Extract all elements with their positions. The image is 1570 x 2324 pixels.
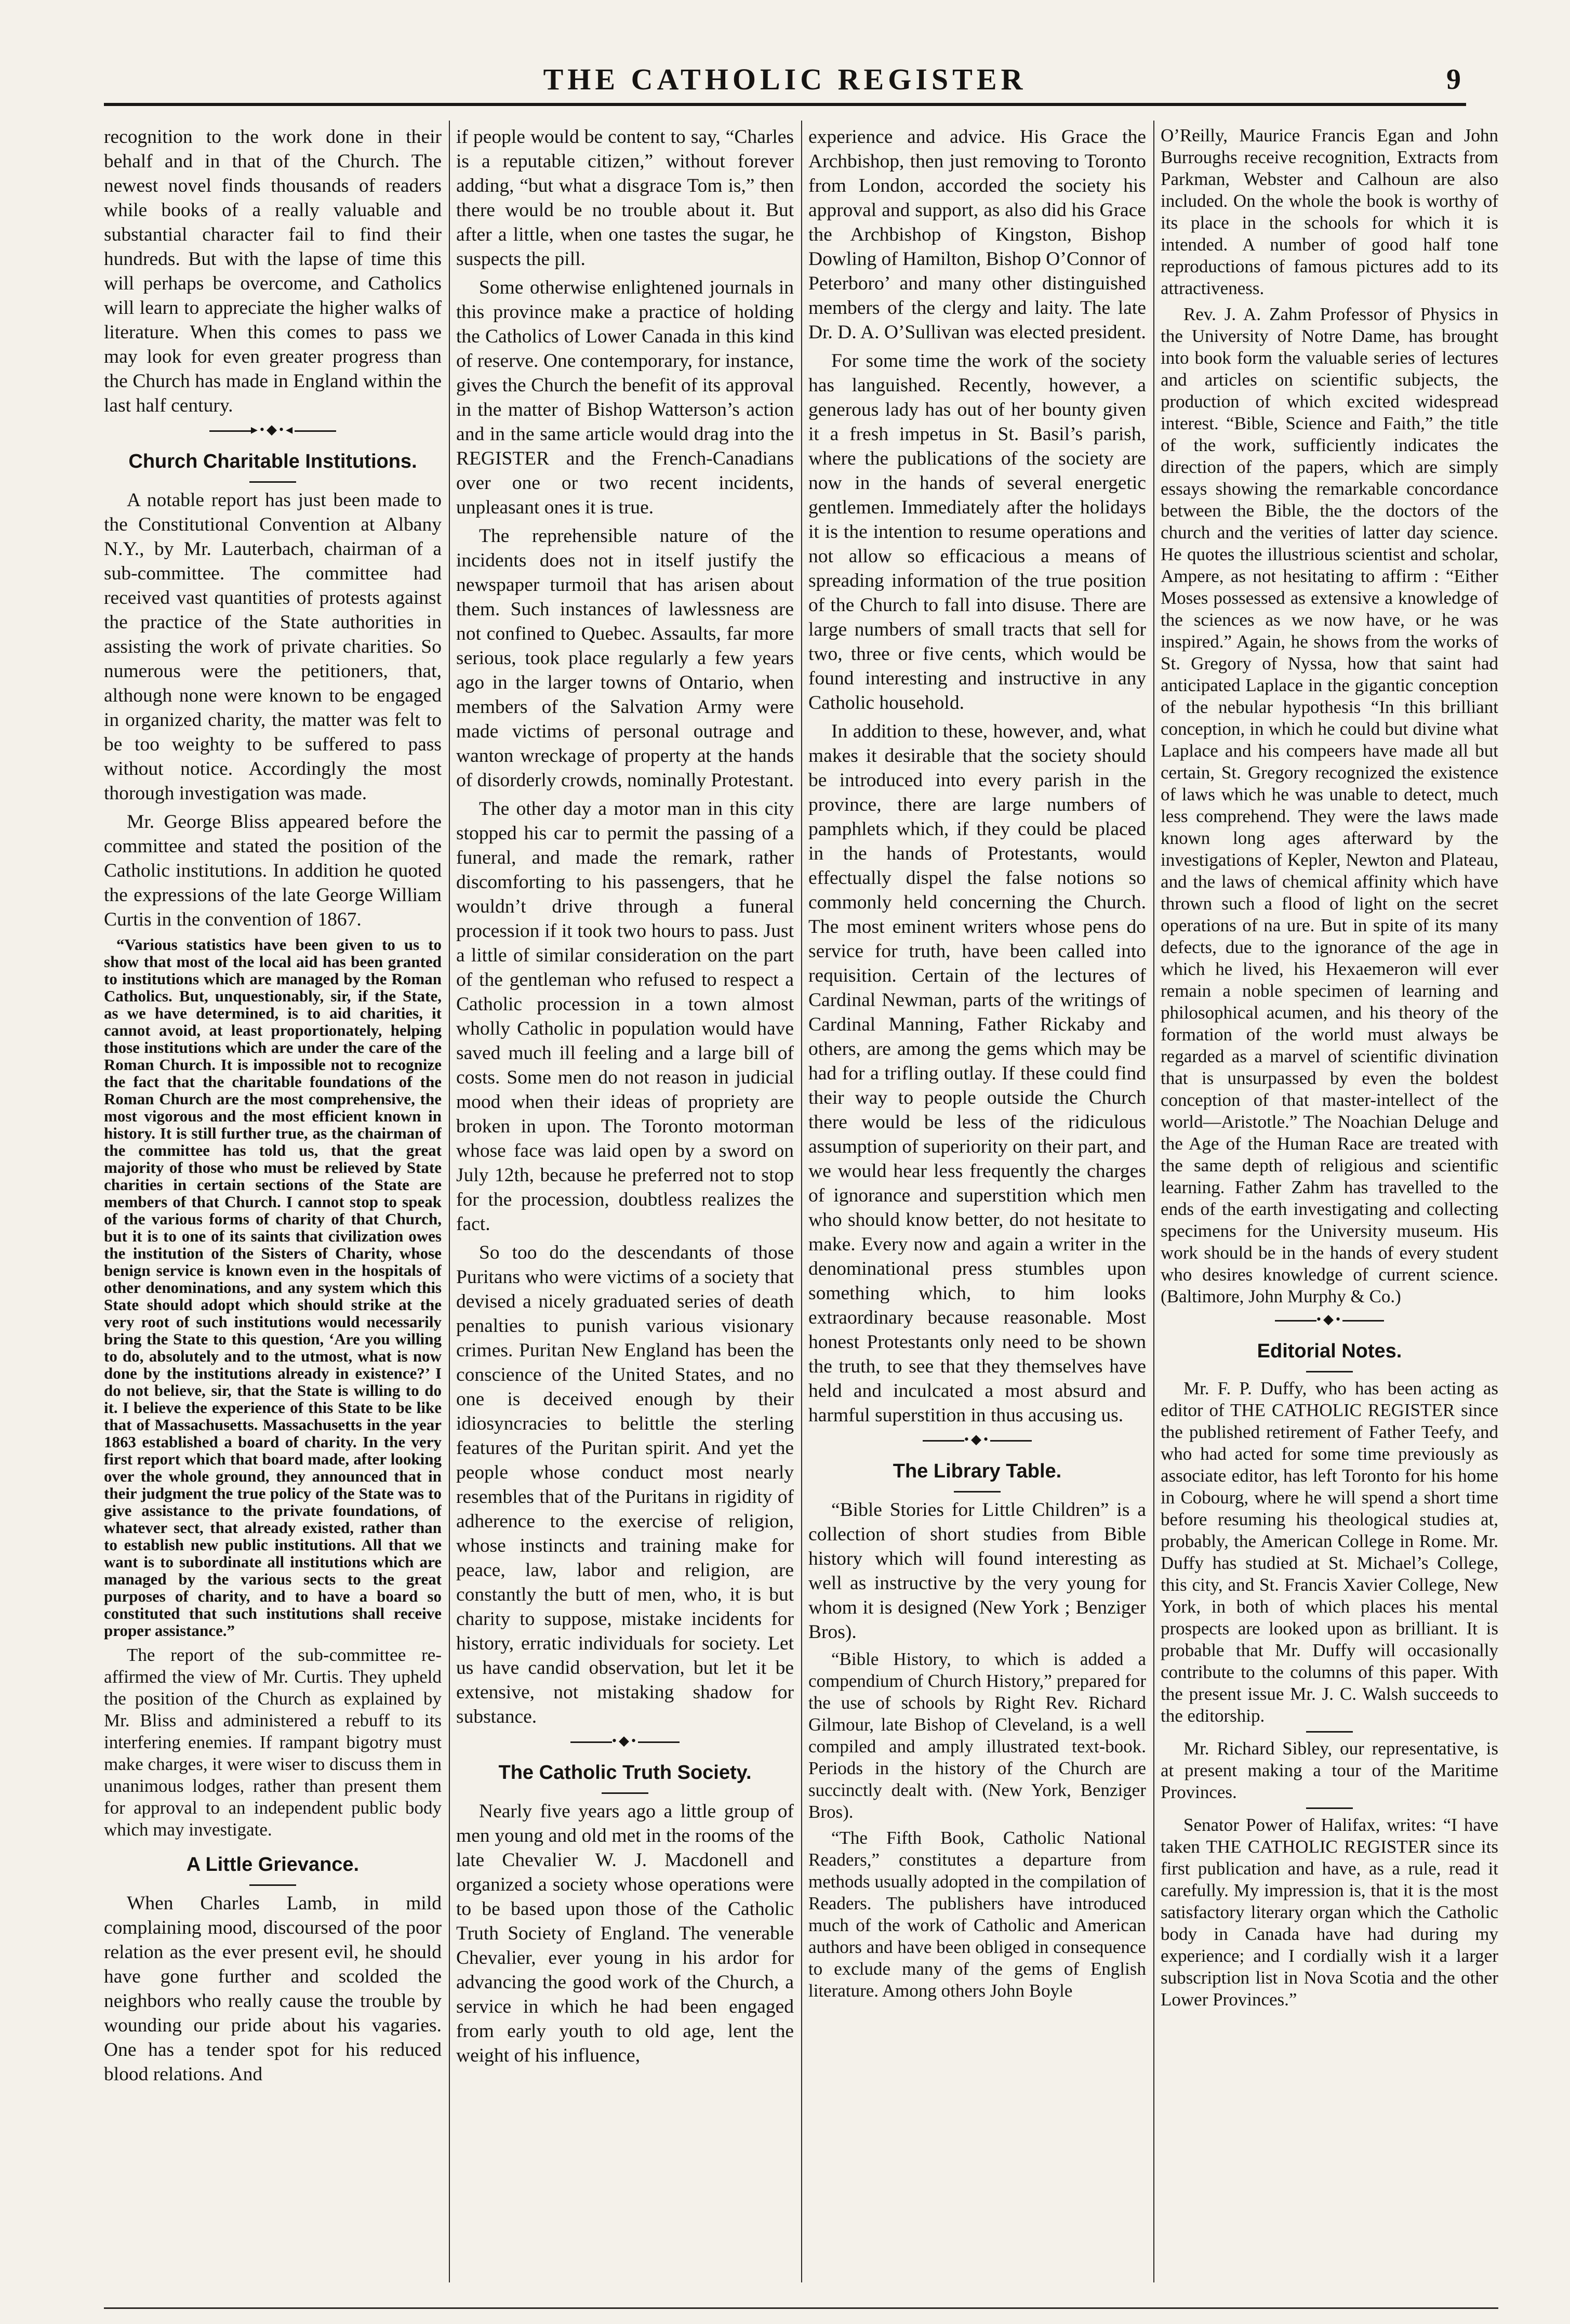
article-paragraph: “Bible History, to which is added a compendium of Church History,” prepared for the use of schools by Right Rev. Richard Gilmour, late Bishop of Cleveland, is a well compiled and amply illustrated text-book. Periods in the history of the Church are succinctly dealt with. (New York, Benziger Bros). [808, 1649, 1146, 1822]
article-paragraph: if people would be content to say, “Charles is a reputable citizen,” without forever adding, “but what a disgrace Tom is,” then there would be no trouble about it. But after a little, when one tastes the sugar, he suspects the pill. [456, 126, 794, 270]
article-paragraph: The report of the sub-committee re-affirmed the view of Mr. Curtis. They upheld the position of the Church as explained by Mr. Bliss and administered a rebuff to its interfering enemies. If rampant bigotry must make charges, it were wiser to discuss them in unanimous lodges, rather than present them for approval to an independent public body which may investigate. [104, 1645, 442, 1840]
section-heading-grievance: A Little Grievance. [186, 1854, 360, 1876]
article-paragraph: Senator Power of Halifax, writes: “I have taken THE CATHOLIC REGISTER since its first publication and have, as a rule, read it carefully. My impression is, that it is the most satisfactory literary organ which the Catholic body in Canada have had during my experience; and I cordially wish it a larger subscription list in Nova Scotia and the other Lower Provinces.” [1161, 1815, 1498, 2010]
column-3 [808, 125, 1146, 2281]
column-rule [1153, 121, 1154, 2282]
section-heading-editorial: Editorial Notes. [1257, 1340, 1402, 1362]
article-paragraph: “Bible Stories for Little Children” is a collection of short studies from Bible history which will found interesting as well as instructive by the very young for whom it is designed (New York ; Benziger Bros). [808, 1499, 1146, 1643]
article-paragraph: So too do the descendants of those Puritans who were victims of a society that devised a nicely graduated series of death penalties to punish various visionary crimes. Puritan New England has been the conscience of the United States, and no one is deceived enough by their idiosyncracies to belittle the sterling features of the Puritan spirit. And yet the people whose conduct most nearly resembles that of the Puritans in rigidity of adherence to the exercise of religion, whose instincts and training make for peace, law, labor and religion, are constantly the butt of men, who, it is but charity to suppose, mistake incidents for history, erratic individuals for society. Let us have candid observation, but let it be extensive, not mistaking shadow for substance. [456, 1242, 794, 1727]
heading-rule [954, 1491, 1001, 1493]
article-paragraph: A notable report has just been made to the Constitutional Convention at Albany N.Y., by Mr. Lauterbach, chairman of a sub-committee. The committee had received vast quantities of protests against the practice of the State authorities in assisting the work of private charities. So numerous were the petitioners, that, although none were known to be engaged in organized charity, the matter was felt to be too weighty to be suffered to pass without notice. Accordingly the most thorough investigation was made. [104, 490, 442, 804]
column-rule [801, 121, 802, 2282]
section-ornament: •◆• [456, 1733, 794, 1749]
article-paragraph: Mr. F. P. Duffy, who has been acting as editor of THE CATHOLIC REGISTER since the published retirement of Father Teefy, and who had acted for some time previously as associate editor, has left Toronto for his home in Cobourg, where he will spend a short time before resuming his theological studies at, probably, the American College in Rome. Mr. Duffy has studied at St. Michael’s College, this city, and St. Francis Xavier College, New York, in both of which places his mental prospects are looked upon as brilliant. It is probable that Mr. Duffy will occasionally contribute to the columns of this paper. With the present issue Mr. J. C. Walsh succeeds to the editorship. [1161, 1378, 1498, 1726]
column-rule [449, 121, 450, 2282]
paragraph-rule [1306, 1731, 1353, 1733]
article-paragraph: For some time the work of the society has languished. Recently, however, a generous lady has out of her bounty given it a fresh impetus in St. Basil’s parish, where the publications of the society are now in the hands of several energetic gentlemen. Immediately after the holidays it is the intention to resume operations and not allow so efficacious a means of spreading information of the true position of the Church to fall into disuse. There are large numbers of small tracts that sell for two, three or five cents, which would be found interesting and instructive in any Catholic household. [808, 350, 1146, 714]
block-quote: “Various statistics have been given to us to show that most of the local aid has been granted to institutions which are managed by the Roman Catholics. But, unquestionably, sir, if the State, as we have determined, is to aid charities, it cannot avoid, at least proportionately, helping those institutions which are under the care of the Roman Church. It is impossible not to recognize the fact that the charitable foundations of the Roman Church are the most comprehensive, the most vigorous and the most efficient known in history. It is still further true, as the chairman of the committee has told us, that the great majority of those who must be relieved by State charities in certain sections of the State are members of that Church. I cannot stop to speak of the various forms of charity of that Church, but it is to one of its saints that civilization owes the institution of the Sisters of Charity, whose benign service is known even in the hospitals of other denominations, and any system which this State should adopt which should strike at the very root of such institutions would necessarily bring the State to this question, ‘Are you willing to do, absolutely and to the utmost, what is now done by the institutions already in existence?’ I do not believe, sir, that the State is willing to do it. I believe the experience of this State to be like that of Massachusetts. Massachusetts in the year 1863 established a board of charity. In the very first report which that board made, after looking over the whole ground, they announced that in their judgment the true policy of the State was to give assistance to the private foundations, of whatever sect, that already existed, rather than to establish new public institutions. All that we want is to subordinate all institutions which are managed by the various sects to the great purposes of charity, and to have a board so constituted that such institutions shall receive proper assistance.” [104, 935, 442, 1640]
article-paragraph: The reprehensible nature of the incidents does not in itself justify the newspaper turmoil that has arisen about them. Such instances of lawlessness are not confined to Quebec. Assaults, far more serious, took place regularly a few years ago in the larger towns of Ontario, when members of the Salvation Army were made victims of personal outrage and wanton wreckage of property at the hands of disorderly crowds, nominally Protestant. [456, 525, 794, 791]
section-ornament: •◆• [1161, 1312, 1498, 1327]
article-paragraph: “The Fifth Book, Catholic National Readers,” constitutes a departure from methods usually adopted in the compilation of Readers. The publishers have introduced much of the work of Catholic and American authors and have been obliged in consequence to exclude many of the gems of English literature. Among others John Boyle [808, 1828, 1146, 2001]
article-paragraph: O’Reilly, Maurice Francis Egan and John Burroughs receive recognition, Extracts from Parkman, Webster and Calhoun are also included. On the whole the book is worthy of its place in the schools for which it is intended. A number of good half tone reproductions of famous pictures add to its attractiveness. [1161, 125, 1498, 298]
page-number: 9 [1446, 63, 1461, 96]
section-heading-charitable: Church Charitable Institutions. [128, 451, 417, 472]
article-paragraph: recognition to the work done in their behalf and in that of the Church. The newest novel finds thousands of readers while books of a really valuable and substantial character fail to find their hundreds. But with the lapse of time this will perhaps be overcome, and Catholics will learn to appreciate the higher walks of literature. When this comes to pass we may look for even greater progress than the Church has made in England within the last half century. [104, 126, 442, 416]
article-paragraph: Nearly five years ago a little group of men young and old met in the rooms of the late Chevalier W. J. Macdonell and organized a society whose operations were to be based upon those of the Catholic Truth Society of England. The venerable Chevalier, ever young in his ardor for advancing the good work of the Church, a service in which he had been engaged from early youth to old age, lent the weight of his influence, [456, 1801, 794, 2066]
article-paragraph: When Charles Lamb, in mild complaining mood, discoursed of the poor relation as the ever present evil, he should have gone further and scolded the neighbors who really cause the trouble by wounding our pride about his vagaries. One has a tender spot for his reduced blood relations. And [104, 1893, 442, 2085]
paragraph-rule [1306, 1807, 1353, 1809]
article-paragraph: Rev. J. A. Zahm Professor of Physics in the University of Notre Dame, has brought into book form the valuable series of lectures and articles on scientific subjects, the production of which excited widespread interest. “Bible, Science and Faith,” the title of the work, sufficiently indicates the direction of the papers, which are simply essays showing the remarkable concordance between the Bible, the the doctors of the church and the verities of latter day science. He quotes the illustrious scientist and scholar, Ampere, as not hesitating to affirm : “Either Moses possessed as extensive a knowledge of the sciences as we now have, or he was inspired.” Again, he shows from the works of St. Gregory of Nyssa, how that saint had anticipated Laplace in the gigantic conception of the nebular hypothesis “In this brilliant conception, in which he could but divine what Laplace and his compeers have made all but certain, St. Gregory recognized the existence of laws which he was unable to detect, much less comprehend. They were the laws made known long ages afterward by the investigations of Kepler, Newton and Plateau, and the laws of chemical affinity which have thrown such a flood of light on the secret operations of na ure. But in spite of its many defects, due to the ignorance of the age in which he lived, his Hexaemeron will ever remain a noble specimen of learning and philosophical acumen, and his theory of the formation of the world must always be regarded as a marvel of scientific divination that is unsurpassed by even the boldest conception of that master-intellect of the world—Aristotle.” The Noachian Deluge and the Age of the Human Race are treated with the same depth of religious and scientific learning. Father Zahm has travelled to the ends of the earth investigating and collecting specimens for the University museum. His work should be in the hands of every student who desires knowledge of current science. (Baltimore, John Murphy & Co.) [1161, 304, 1498, 1306]
column-2 [456, 125, 794, 2281]
article-paragraph: Mr. George Bliss appeared before the committee and stated the position of the Catholic institutions. In addition he quoted the expressions of the late George William Curtis in the convention of 1867. [104, 811, 442, 930]
article-paragraph: The other day a motor man in this city stopped his car to permit the passing of a funeral, and made the remark, rather discomforting to his passengers, that he wouldn’t drive through a funeral procession if it took two hours to pass. Just a little of similar consideration on the part of the gentleman who refused to respect a Catholic procession in a town almost wholly Catholic in population would have saved much ill feeling and a large bill of costs. Some men do not reason in judicial mood when their ideas of propriety are broken in upon. The Toronto motorman whose face was laid open by a sword on July 12th, because he preferred not to stop for the procession, doubtless realizes the fact. [456, 798, 794, 1235]
heading-rule [602, 1792, 648, 1794]
section-ornament: •◆• [808, 1432, 1146, 1447]
article-paragraph: experience and advice. His Grace the Archbishop, then just removing to Toronto from London, accorded the society his approval and support, as also did his Grace the Archbishop of Kingston, Bishop Dowling of Hamilton, Bishop O’Connor of Peterboro’ and many other distinguished members of the clergy and laity. The late Dr. D. A. O’Sullivan was elected president. [808, 126, 1146, 343]
bottom-rule [104, 2307, 1498, 2309]
heading-rule [249, 481, 296, 483]
heading-rule [249, 1884, 296, 1886]
section-heading-library: The Library Table. [893, 1460, 1062, 1482]
column-4 [1161, 125, 1498, 2281]
column-1 [104, 125, 442, 2281]
newspaper-title: THE CATHOLIC REGISTER [543, 62, 1027, 96]
article-paragraph: Mr. Richard Sibley, our representative, is at present making a tour of the Maritime Provinces. [1161, 1738, 1498, 1802]
heading-rule [1306, 1371, 1353, 1372]
section-heading-truth-society: The Catholic Truth Society. [498, 1762, 752, 1784]
masthead [104, 61, 1466, 106]
article-paragraph: In addition to these, however, and, what makes it desirable that the society should be introduced into every parish in the province, there are large numbers of pamphlets which, if they could be placed in the hands of Protestants, would effectually dispel the false notions so commonly held concerning the Church. The most eminent writers whose pens do service for truth, have been called into requisition. Certain of the lectures of Cardinal Newman, parts of the writings of Cardinal Manning, Father Rickaby and others, are among the gems which may be had for a trifling outlay. If these could find their way to people outside the Church there would be less of the ridiculous assumption of superiority on their part, and we would hear less frequently the charges of ignorance and superstition which men who should know better, do not hesitate to make. Every now and again a writer in the denominational press stumbles upon something which, to him looks extraordinary because reasonable. Most honest Protestants only need to be shown the truth, to see that they themselves have held and inculcated a most absurd and harmful superstition in thus accusing us. [808, 721, 1146, 1426]
section-ornament: ▸•◆•◂ [104, 422, 442, 438]
article-paragraph: Some otherwise enlightened journals in this province make a practice of holding the Catholics of Lower Canada in this kind of reserve. One contemporary, for instance, gives the Church the benefit of its approval in the matter of Bishop Watterson’s action and in the same article would drag into the REGISTER and the French-Canadians over one or two recent incidents, unpleasant ones it is true. [456, 277, 794, 518]
